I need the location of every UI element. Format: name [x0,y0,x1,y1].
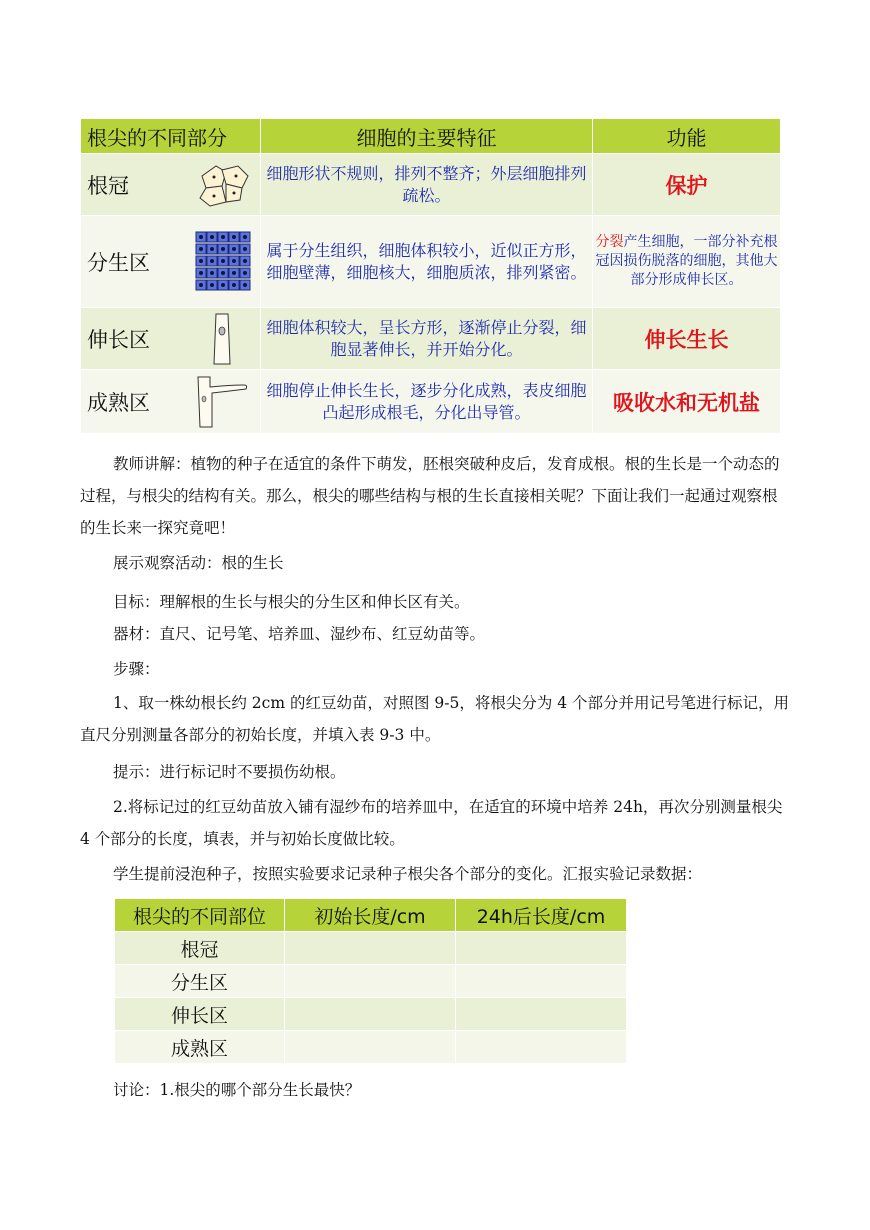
features-cell: 细胞停止伸长生长，逐步分化成熟，表皮细胞凸起形成根毛，分化出导管。 [261,370,593,434]
features-cell: 属于分生组织，细胞体积较小，近似正方形，细胞壁薄，细胞核大，细胞质浓，排列紧密。 [261,216,593,308]
part-cell [81,216,261,308]
part-label: 伸长区 [87,327,150,352]
table-row [81,370,781,434]
function-cell: 伸长生长 [593,308,781,370]
table-row [115,965,627,998]
header-part: 根尖的不同部分 [81,119,261,154]
part-cell [81,370,261,434]
root-tip-structure-table [80,118,781,434]
header-24h-length: 24h后长度/cm [456,899,627,932]
initial-length-cell[interactable] [285,965,456,998]
materials-text: 器材：直尺、记号笔、培养皿、湿纱布、红豆幼苗等。 [113,625,486,643]
table-row [81,216,781,308]
header-initial-length: 初始长度/cm [285,899,456,932]
part-cell [81,308,261,370]
initial-length-cell[interactable] [285,998,456,1031]
initial-length-cell[interactable] [285,932,456,965]
header-features: 细胞的主要特征 [261,119,593,154]
initial-length-cell[interactable] [285,1031,456,1064]
after-24h-length-cell[interactable] [456,998,627,1031]
function-keyword: 分裂 [595,234,624,250]
function-cell [593,216,781,308]
steps-label: 步骤： [113,660,160,678]
root-cap-cells-icon [196,162,252,208]
student-report-text: 学生提前浸泡种子，按照实验要求记录种子根尖各个部分的变化。汇报实验记录数据： [113,865,703,883]
features-cell: 细胞形状不规则，排列不整齐；外层细胞排列疏松。 [261,154,593,216]
header-part: 根尖的不同部位 [115,899,285,932]
table-row [115,1031,627,1064]
function-text: 产生细胞，一部分补充根冠因损伤脱落的细胞，其他大部分形成伸长区。 [595,234,778,288]
table-row [81,154,781,216]
step-1-text: 1、取一株幼根长约 2cm 的红豆幼苗，对照图 9-5，将根尖分为 4 个部分并用记号笔进行标记，用直尺分别测量各部分的初始长度，并填入表 9-3 中。 [80,694,790,744]
part-label: 根冠 [87,173,129,198]
features-cell: 细胞体积较大，呈长方形，逐渐停止分裂，细胞显著伸长，并开始分化。 [261,308,593,370]
after-24h-length-cell[interactable] [456,965,627,998]
root-hair-cell-icon [190,373,252,431]
table-row [115,932,627,965]
function-cell: 保护 [593,154,781,216]
measurement-table [114,898,627,1064]
header-function: 功能 [593,119,781,154]
discussion-question: 讨论：1.根尖的哪个部分生长最快？ [113,1081,361,1099]
activity-title: 展示观察活动：根的生长 [113,554,284,572]
teacher-explanation-paragraph: 教师讲解：植物的种子在适宜的条件下萌发，胚根突破种皮后，发育成根。根的生长是一个动态的过程，与根尖的结构有关。那么，根尖的哪些结构与根的生长直接相关呢？下面让我们一起通过观察根的生长来一探究竟吧！ [80,455,780,537]
part-cell [81,154,261,216]
step-2-text: 2.将标记过的红豆幼苗放入铺有湿纱布的培养皿中，在适宜的环境中培养 24h，再次分别测量根尖 4 个部分的长度，填表，并与初始长度做比较。 [80,798,783,848]
table-row [81,308,781,370]
table-row [115,998,627,1031]
row-label: 分生区 [115,965,285,998]
table-header-row [81,119,781,154]
part-label: 成熟区 [87,390,150,415]
elongation-cell-icon [202,311,242,367]
after-24h-length-cell[interactable] [456,1031,627,1064]
meristem-cells-icon [194,230,252,294]
row-label: 伸长区 [115,998,285,1031]
table-header-row [115,899,627,932]
part-label: 分生区 [87,250,150,275]
function-cell: 吸收水和无机盐 [593,370,781,434]
hint-text: 提示：进行标记时不要损伤幼根。 [113,763,346,781]
after-24h-length-cell[interactable] [456,932,627,965]
row-label: 根冠 [115,932,285,965]
row-label: 成熟区 [115,1031,285,1064]
objective-text: 目标：理解根的生长与根尖的分生区和伸长区有关。 [113,593,470,611]
